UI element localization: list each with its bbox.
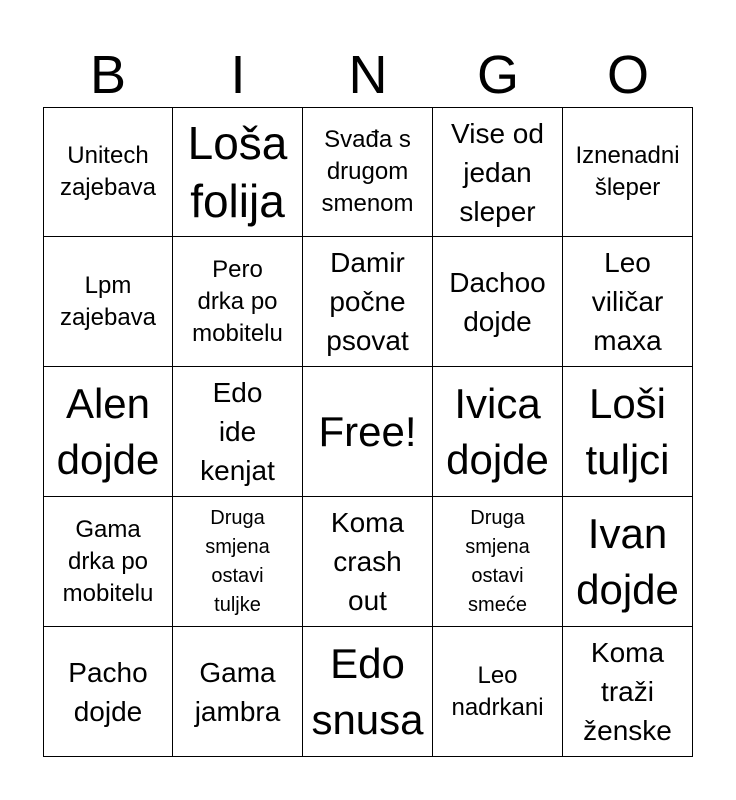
bingo-cell-r5-c2[interactable] <box>173 627 303 757</box>
bingo-cell-text: Druga smjena ostavi tuljke <box>205 506 270 616</box>
bingo-cell-r1-c5[interactable] <box>563 107 693 237</box>
bingo-cell-text: Gama jambra <box>194 656 281 727</box>
bingo-cell-r2-c2[interactable] <box>173 237 303 367</box>
bingo-cell-r3-c4[interactable] <box>433 367 563 497</box>
bingo-cell-text: Damir počne psovat <box>326 247 409 356</box>
bingo-cell-text: Vise od jedan sleper <box>451 117 544 227</box>
bingo-header <box>43 42 693 108</box>
bingo-cell-text: Gama drka po mobitelu <box>62 515 154 607</box>
bingo-cell-text: Koma traži ženske <box>583 637 672 746</box>
bingo-cell-r1-c1[interactable] <box>43 107 173 237</box>
bingo-cell-r2-c3[interactable] <box>303 237 433 367</box>
header-letter-n: N <box>348 45 388 105</box>
bingo-cell-r1-c2[interactable] <box>173 107 303 237</box>
header-letter-g: G <box>476 45 519 105</box>
bingo-cell-r4-c3[interactable] <box>303 497 433 627</box>
bingo-cell-r1-c3[interactable] <box>303 107 433 237</box>
bingo-cell-text: Free! <box>318 407 417 455</box>
bingo-cell-text: Edo ide kenjat <box>200 377 275 486</box>
bingo-cell-text: Iznenadni šleper <box>575 142 680 201</box>
bingo-cell-text: Dachoo dojde <box>449 266 546 337</box>
bingo-cell-text: Ivica dojde <box>446 379 549 483</box>
header-letter-b: B <box>89 45 127 105</box>
bingo-cell-text: Leo viličar maxa <box>591 247 664 356</box>
bingo-cell-r3-c1[interactable] <box>43 367 173 497</box>
header-letter-i: I <box>230 45 246 105</box>
bingo-cell-r4-c1[interactable] <box>43 497 173 627</box>
bingo-cell-r3-c2[interactable] <box>173 367 303 497</box>
bingo-cell-text: Unitech zajebava <box>59 142 157 201</box>
bingo-cell-r2-c1[interactable] <box>43 237 173 367</box>
bingo-cell-r2-c5[interactable] <box>563 237 693 367</box>
bingo-cell-text: Pero drka po mobitelu <box>192 255 283 347</box>
bingo-cell-r5-c5[interactable] <box>563 627 693 757</box>
bingo-cell-r2-c4[interactable] <box>433 237 563 367</box>
bingo-cell-r5-c3[interactable] <box>303 627 433 757</box>
bingo-cell-r5-c4[interactable] <box>433 627 563 757</box>
header-letter-o: O <box>606 45 649 105</box>
bingo-cell-text: Loši tuljci <box>585 379 670 483</box>
bingo-cell-r4-c5[interactable] <box>563 497 693 627</box>
bingo-cell-r3-c3[interactable] <box>303 367 433 497</box>
bingo-cell-text: Loša folija <box>187 117 288 227</box>
bingo-cell-text: Leo nadrkani <box>451 661 544 721</box>
bingo-cell-text: Druga smjena ostavi smeće <box>465 506 530 616</box>
bingo-cell-text: Pacho dojde <box>68 656 148 727</box>
bingo-cell-text: Lpm zajebava <box>59 271 157 331</box>
bingo-cell-r3-c5[interactable] <box>563 367 693 497</box>
bingo-cell-r1-c4[interactable] <box>433 107 563 237</box>
bingo-cell-text: Ivan dojde <box>576 509 679 613</box>
bingo-cell-text: Svađa s drugom smenom <box>321 126 414 217</box>
bingo-cell-r4-c2[interactable] <box>173 497 303 627</box>
bingo-cell-r5-c1[interactable] <box>43 627 173 757</box>
bingo-cell-text: Edo snusa <box>311 639 424 743</box>
bingo-cell-text: Alen dojde <box>56 379 160 483</box>
bingo-board <box>43 107 693 757</box>
bingo-cell-text: Koma crash out <box>330 507 405 616</box>
bingo-cell-r4-c4[interactable] <box>433 497 563 627</box>
